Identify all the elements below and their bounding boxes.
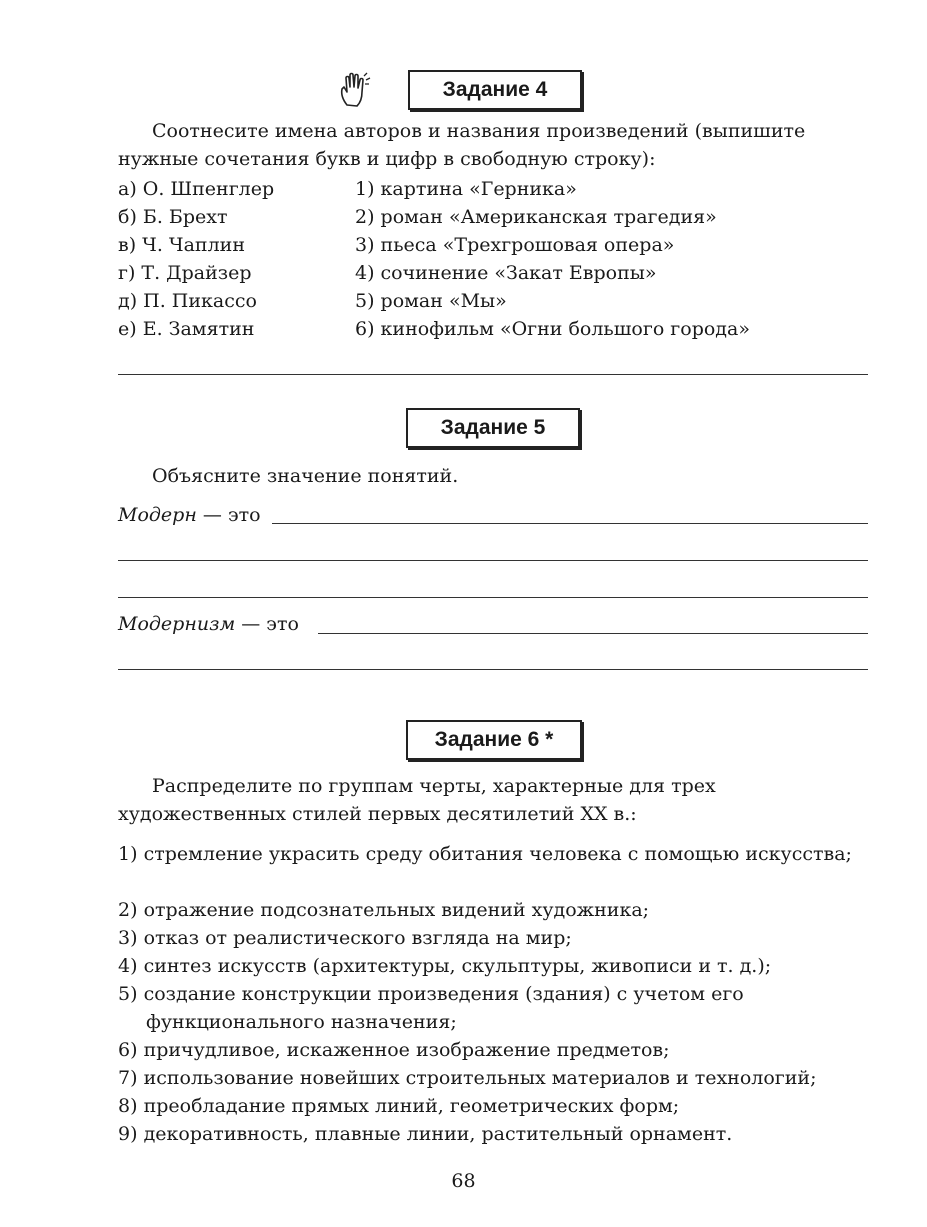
trait-text: использование новейших строительных материалов и технологий;	[143, 1067, 817, 1089]
trait-text: отражение подсознательных видений художника;	[143, 899, 650, 921]
trait-item-6	[118, 1036, 870, 1064]
task-4-instruction: Соотнесите имена авторов и названия произведений (выпишите нужные сочетания букв и цифр в свободную строку):	[118, 120, 806, 170]
trait-item-7	[118, 1064, 870, 1092]
work-2: 2) роман «Американская трагедия»	[355, 206, 717, 228]
author-d: г) Т. Драйзер	[118, 262, 252, 284]
trait-item-8	[118, 1092, 870, 1120]
trait-text: преобладание прямых линий, геометрических форм;	[143, 1095, 680, 1117]
term-modernism-label	[118, 610, 299, 638]
author-f: е) Е. Замятин	[118, 318, 255, 340]
task-5-instruction: Объясните значение понятий.	[152, 465, 459, 487]
author-c: в) Ч. Чаплин	[118, 234, 245, 256]
author-a: а) О. Шпенглер	[118, 178, 275, 200]
answer-line-modern-2[interactable]	[118, 560, 868, 561]
term-modern-label	[118, 501, 261, 529]
answer-line-modern-3[interactable]	[118, 597, 868, 598]
trait-text: отказ от реалистического взгляда на мир;	[143, 927, 572, 949]
work-5: 5) роман «Мы»	[355, 290, 507, 312]
work-1: 1) картина «Герника»	[355, 178, 577, 200]
task-6-title: Задание 6 *	[406, 720, 582, 760]
task-6-instruction: Распределите по группам черты, характерные для трех художественных стилей первых десятилетий XX в.:	[118, 775, 716, 825]
trait-number: 6)	[118, 1039, 138, 1061]
trait-item-3	[118, 924, 870, 952]
trait-number: 3)	[118, 927, 138, 949]
term-modernism-dash: — это	[235, 613, 299, 635]
trait-number: 7)	[118, 1067, 138, 1089]
answer-line-modernism-2[interactable]	[118, 669, 868, 670]
trait-text: декоративность, плавные линии, растительный орнамент.	[143, 1123, 733, 1145]
term-modernism: Модернизм	[118, 613, 236, 635]
work-6: 6) кинофильм «Огни большого города»	[355, 318, 750, 340]
trait-item-4	[118, 952, 870, 980]
trait-number: 9)	[118, 1123, 138, 1145]
trait-item-9	[118, 1120, 870, 1148]
work-3: 3) пьеса «Трехгрошовая опера»	[355, 234, 675, 256]
trait-text: создание конструкции произведения (здания) с учетом его функционального назначения;	[143, 983, 744, 1033]
trait-number: 5)	[118, 983, 138, 1005]
trait-number: 1)	[118, 843, 138, 865]
term-modern-dash: — это	[196, 504, 261, 526]
answer-line-modern-1[interactable]	[272, 523, 868, 524]
trait-text: стремление украсить среду обитания человека с помощью искусства;	[143, 843, 852, 865]
answer-line-task-4[interactable]	[118, 374, 868, 375]
answer-line-modernism-1[interactable]	[318, 633, 868, 634]
trait-text: причудливое, искаженное изображение предметов;	[143, 1039, 670, 1061]
trait-number: 2)	[118, 899, 138, 921]
task-5-title: Задание 5	[406, 408, 580, 448]
work-4: 4) сочинение «Закат Европы»	[355, 262, 657, 284]
author-b: б) Б. Брехт	[118, 206, 228, 228]
trait-number: 8)	[118, 1095, 138, 1117]
term-modern: Модерн	[118, 504, 197, 526]
trait-item-1	[118, 840, 870, 868]
raised-hand-icon	[338, 72, 372, 108]
trait-text: синтез искусств (архитектуры, скульптуры, живописи и т. д.);	[143, 955, 772, 977]
trait-number: 4)	[118, 955, 138, 977]
trait-item-2	[118, 896, 870, 924]
author-e: д) П. Пикассо	[118, 290, 257, 312]
task-4-title: Задание 4	[408, 70, 582, 110]
page-number: 68	[451, 1170, 476, 1192]
trait-item-5	[118, 980, 870, 1036]
